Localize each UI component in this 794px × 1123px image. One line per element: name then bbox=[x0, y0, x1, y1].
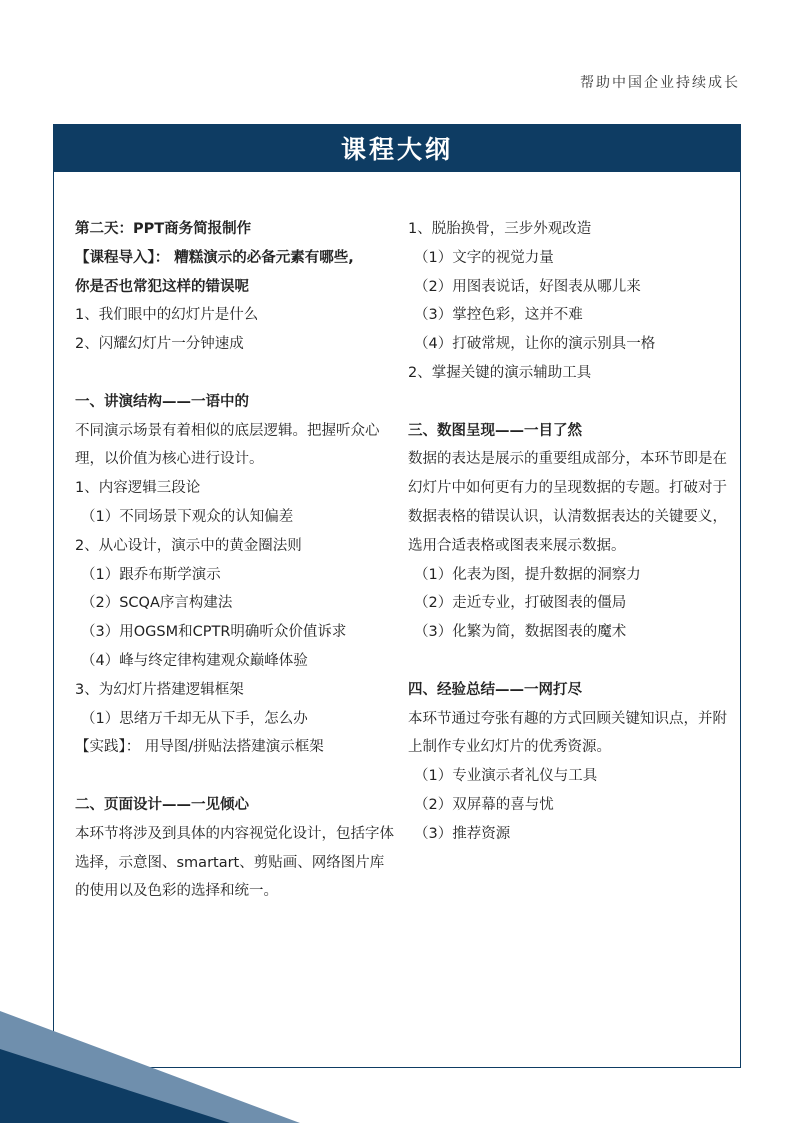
list-item: 1、脱胎换骨，三步外观改造 bbox=[408, 221, 592, 237]
list-item: （3）推荐资源 bbox=[414, 825, 511, 842]
section-heading-4: 四、经验总结——一网打尽 bbox=[408, 681, 582, 698]
list-item: 1、内容逻辑三段论 bbox=[75, 480, 201, 497]
list-item: 2、闪耀幻灯片一分钟速成 bbox=[75, 336, 244, 353]
list-item: 【实践】： 用导图/拼贴法搭建演示框架 bbox=[75, 739, 324, 756]
list-item: （2）双屏幕的喜与忧 bbox=[414, 796, 554, 813]
list-item: （2）用图表说话，好图表从哪儿来 bbox=[414, 278, 641, 295]
list-item: （1）专业演示者礼仪与工具 bbox=[414, 768, 598, 785]
section-desc-1: 不同演示场景有着相似的底层逻辑。把握听众心理，以价值为核心进行设计。 bbox=[75, 422, 380, 468]
list-item: 2、从心设计，演示中的黄金圈法则 bbox=[75, 537, 302, 554]
list-item: （1）不同场景下观众的认知偏差 bbox=[81, 508, 294, 525]
section-desc-3: 数据的表达是展示的重要组成部分，本环节即是在幻灯片中如何更有力的呈现数据的专题。打破对于数据表格的错误认识，认清数据表达的关键要义，选用合适表格或图表来展示数据。 bbox=[408, 451, 727, 554]
list-item: （3）掌控色彩，这并不难 bbox=[414, 307, 583, 324]
list-item: （2）SCQA序言构建法 bbox=[81, 595, 233, 612]
page-title: 课程大纲 bbox=[53, 124, 741, 172]
section-heading-2: 二、页面设计——一见倾心 bbox=[75, 796, 249, 813]
header-tagline: 帮助中国企业持续成长 bbox=[580, 75, 740, 91]
corner-decoration bbox=[0, 1011, 300, 1123]
list-item: （1）思绪万千却无从下手，怎么办 bbox=[81, 710, 308, 727]
list-item: （4）峰与终定律构建观众巅峰体验 bbox=[81, 652, 308, 669]
section-heading-1: 一、讲演结构——一语中的 bbox=[75, 393, 249, 410]
list-item: （4）打破常规，让你的演示别具一格 bbox=[414, 336, 656, 353]
list-item: （1）文字的视觉力量 bbox=[414, 249, 554, 266]
list-item: （3）化繁为简，数据图表的魔术 bbox=[414, 624, 627, 641]
list-item: 2、掌握关键的演示辅助工具 bbox=[408, 364, 592, 381]
section-heading-3: 三、数图呈现——一目了然 bbox=[408, 422, 582, 439]
intro-line-1: 【课程导入】： 糟糕演示的必备元素有哪些, bbox=[75, 249, 354, 266]
list-item: （1）跟乔布斯学演示 bbox=[81, 566, 221, 583]
section-desc-2: 本环节将涉及到具体的内容视觉化设计，包括字体选择，示意图、smartart、剪贴画、网络图片库的使用以及色彩的选择和统一。 bbox=[75, 825, 394, 900]
section-desc-4: 本环节通过夸张有趣的方式回顾关键知识点，并附上制作专业幻灯片的优秀资源。 bbox=[408, 710, 727, 756]
list-item: （3）用OGSM和CPTR明确听众价值诉求 bbox=[81, 624, 347, 641]
left-column bbox=[75, 215, 395, 906]
right-column bbox=[408, 215, 728, 849]
list-item: （1）化表为图，提升数据的洞察力 bbox=[414, 566, 641, 583]
day-title: 第二天：PPT商务简报制作 bbox=[75, 221, 252, 237]
list-item: （2）走近专业，打破图表的僵局 bbox=[414, 595, 627, 612]
list-item: 1、我们眼中的幻灯片是什么 bbox=[75, 307, 259, 324]
list-item: 3、为幻灯片搭建逻辑框架 bbox=[75, 681, 244, 698]
intro-line-2: 你是否也常犯这样的错误呢 bbox=[75, 278, 249, 295]
